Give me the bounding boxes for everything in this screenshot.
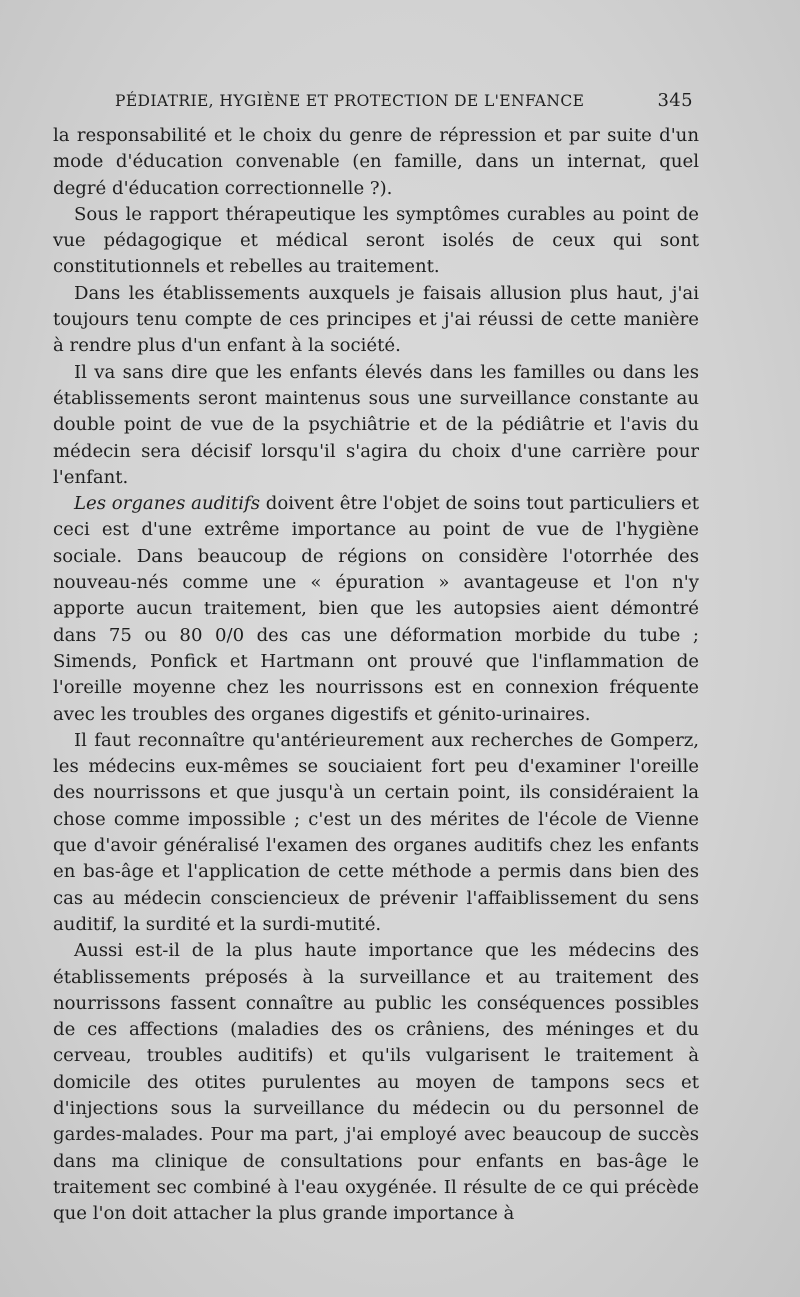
page-number: 345: [657, 90, 693, 111]
paragraph-surveillance: Il va sans dire que les enfants élevés dans les familles ou dans les établissements seront maintenus sous une surveillance constante au double point de vue de la psychiâtrie et de la pédiâtrie et l'avis du médecin sera décisif lorsqu'il s'agira du choix d'une carrière pour l'enfant.: [53, 361, 699, 488]
paragraph-therapeutic: Sous le rapport thérapeutique les symptômes curables au point de vue pédagogique et médical seront isolés de ceux qui sont constitutionnels et rebelles au traitement.: [53, 203, 699, 278]
italic-lead-auditory-organs: Les organes auditifs: [74, 493, 261, 515]
paragraph-gomperz: Il faut reconnaître qu'antérieurement aux recherches de Gomperz, les médecins eux-mêmes se souciaient fort peu d'examiner l'oreille des nourrissons et que jusqu'à un certain point, ils considéraient la chose comme impossible ; c'est un des mérites de l'école de Vienne que d'avoir généralisé l'examen des organes auditifs chez les enfants en bas-âge et l'application de cette méthode a permis dans bien des cas au médecin consciencieux de prévenir l'affaiblissement du sens auditif, la surdité et la surdi-mutité.: [53, 729, 699, 935]
paragraph-auditory-organs-text: doivent être l'objet de soins tout particuliers et ceci est d'une extrême importance au point de vue de l'hygiène sociale. Dans beaucoup de régions on considère l'otorrhée des nouveau-nés comme une « épuration » avantageuse et l'on n'y apporte aucun traitement, bien que les autopsies aient démontré dans 75 ou 80 0/0 des cas une déformation morbide du tube ; Simends, Ponfick et Hartmann ont prouvé que l'inflammation de l'oreille moyenne chez les nourrissons est en connexion fréquente avec les troubles des organes digestifs et génito-urinaires.: [53, 493, 699, 725]
running-header: [115, 92, 693, 116]
body-text: [53, 123, 699, 1227]
paragraph-establishments: Dans les établissements auxquels je faisais allusion plus haut, j'ai toujours tenu compte de ces principes et j'ai réussi de cette manière à rendre plus d'un enfant à la société.: [53, 282, 699, 357]
paragraph-importance: Aussi est-il de la plus haute importance que les médecins des établissements préposés à la surveillance et au traitement des nourrissons fassent connaître au public les conséquences possibles de ces affections (maladies des os crâniens, des méninges et du cerveau, troubles auditifs) et qu'ils vulgarisent le traitement à domicile des otites purulentes au moyen de tampons secs et d'injections sous la surveillance du médecin ou du personnel de gardes-malades. Pour ma part, j'ai employé avec beaucoup de succès dans ma clinique de consultations pour enfants en bas-âge le traitement sec combiné à l'eau oxygénée. Il résulte de ce qui précède que l'on doit attacher la plus grande importance à: [53, 940, 699, 1225]
paragraph-auditory-organs: [53, 491, 699, 728]
paragraph-continued: la responsabilité et le choix du genre de répression et par suite d'un mode d'éducation convenable (en famille, dans un internat, quel degré d'éducation correctionnelle ?).: [53, 125, 699, 199]
running-title: PÉDIATRIE, HYGIÈNE ET PROTECTION DE L'ENFANCE: [115, 92, 585, 110]
